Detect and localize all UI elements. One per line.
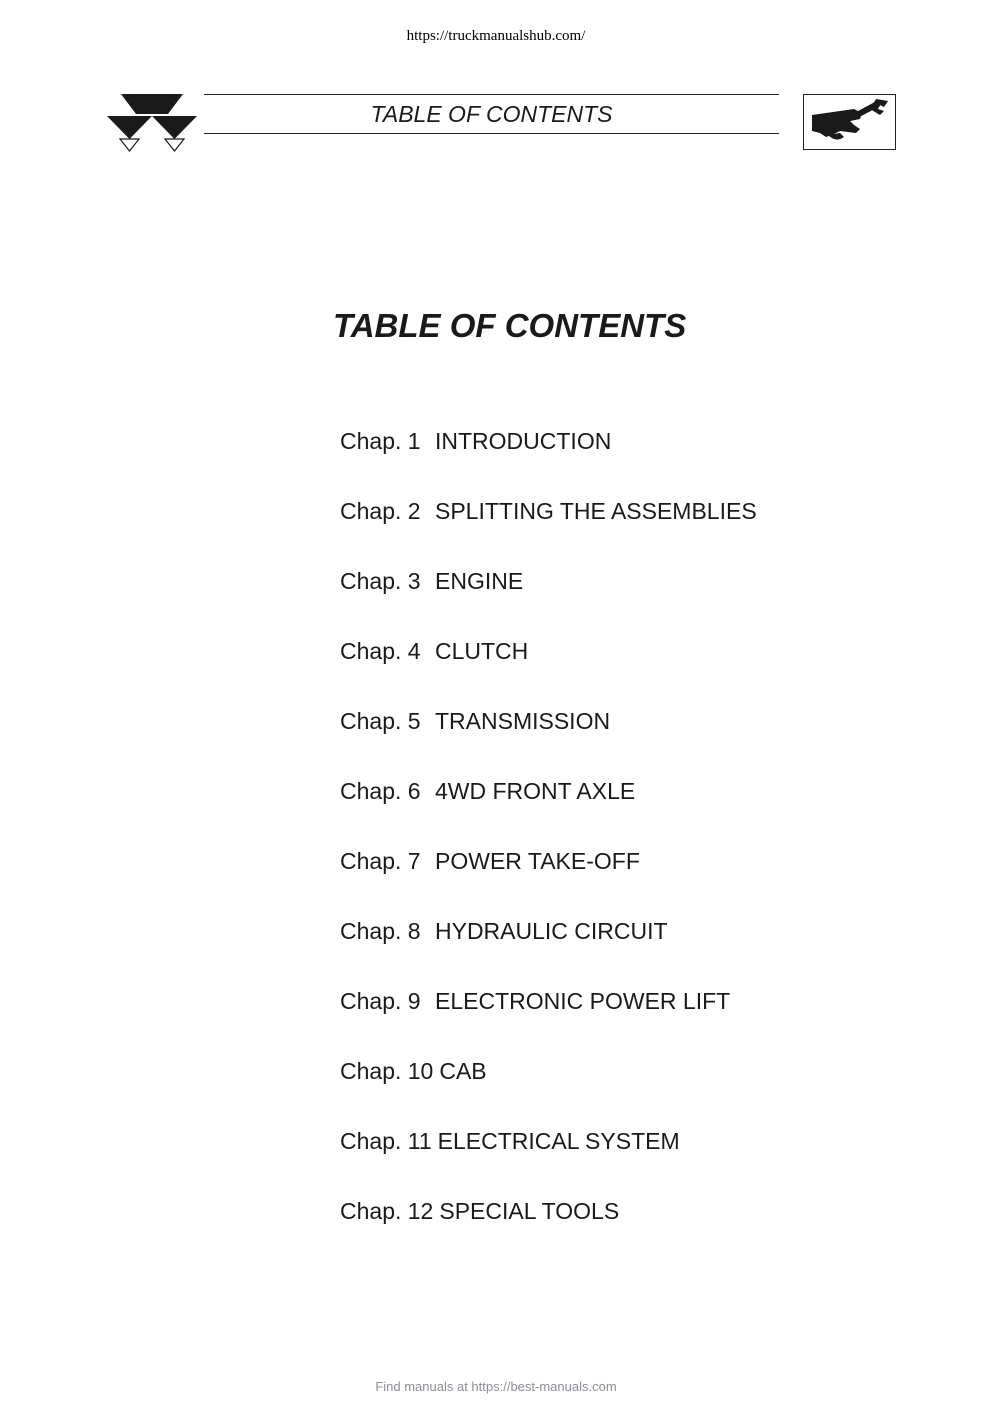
header-band bbox=[204, 94, 779, 134]
chapter-title: POWER TAKE-OFF bbox=[435, 848, 640, 874]
toc-entry[interactable] bbox=[340, 915, 757, 985]
toc-entry[interactable] bbox=[340, 985, 757, 1055]
triangle-brand-logo bbox=[107, 94, 197, 152]
chapter-number: Chap. 6 bbox=[340, 778, 421, 804]
chapter-title: CAB bbox=[439, 1058, 487, 1084]
chapter-title: 4WD FRONT AXLE bbox=[435, 778, 636, 804]
chapter-number: Chap. 10 bbox=[340, 1058, 434, 1084]
chapter-title: SPLITTING THE ASSEMBLIES bbox=[435, 498, 757, 524]
toc-entry[interactable] bbox=[340, 635, 757, 705]
toc-entry[interactable] bbox=[340, 775, 757, 845]
chapter-title: ELECTRONIC POWER LIFT bbox=[435, 988, 731, 1014]
toc-entry[interactable] bbox=[340, 1125, 757, 1195]
chapter-title: CLUTCH bbox=[435, 638, 529, 664]
header-title: TABLE OF CONTENTS bbox=[370, 101, 613, 127]
chapter-number: Chap. 3 bbox=[340, 568, 421, 594]
chapter-title: HYDRAULIC CIRCUIT bbox=[435, 918, 668, 944]
chapter-number: Chap. 11 bbox=[340, 1128, 432, 1154]
toc-entry[interactable] bbox=[340, 845, 757, 915]
source-url: https://truckmanualshub.com/ bbox=[406, 28, 586, 44]
toc-entry[interactable] bbox=[340, 705, 757, 775]
chapter-title: TRANSMISSION bbox=[435, 708, 611, 734]
page-title: TABLE OF CONTENTS bbox=[333, 307, 687, 344]
toc-entry[interactable] bbox=[340, 565, 757, 635]
tool-badge bbox=[803, 94, 896, 150]
toc-list bbox=[340, 425, 757, 1265]
chapter-number: Chap. 7 bbox=[340, 848, 421, 874]
chapter-number: Chap. 2 bbox=[340, 498, 421, 524]
chapter-number: Chap. 5 bbox=[340, 708, 421, 734]
chapter-number: Chap. 9 bbox=[340, 988, 421, 1014]
toc-entry[interactable] bbox=[340, 495, 757, 565]
chapter-number: Chap. 4 bbox=[340, 638, 421, 664]
chapter-title: INTRODUCTION bbox=[435, 428, 612, 454]
chapter-title: ELECTRICAL SYSTEM bbox=[437, 1128, 680, 1154]
toc-entry[interactable] bbox=[340, 425, 757, 495]
chapter-number: Chap. 1 bbox=[340, 428, 421, 454]
chapter-number: Chap. 8 bbox=[340, 918, 421, 944]
toc-entry[interactable] bbox=[340, 1055, 757, 1125]
chapter-title: ENGINE bbox=[435, 568, 524, 594]
hand-wrench-icon bbox=[810, 99, 890, 145]
footer-link[interactable]: Find manuals at https://best-manuals.com bbox=[375, 1379, 617, 1394]
chapter-title: SPECIAL TOOLS bbox=[439, 1198, 620, 1224]
toc-entry[interactable] bbox=[340, 1195, 757, 1265]
chapter-number: Chap. 12 bbox=[340, 1198, 434, 1224]
